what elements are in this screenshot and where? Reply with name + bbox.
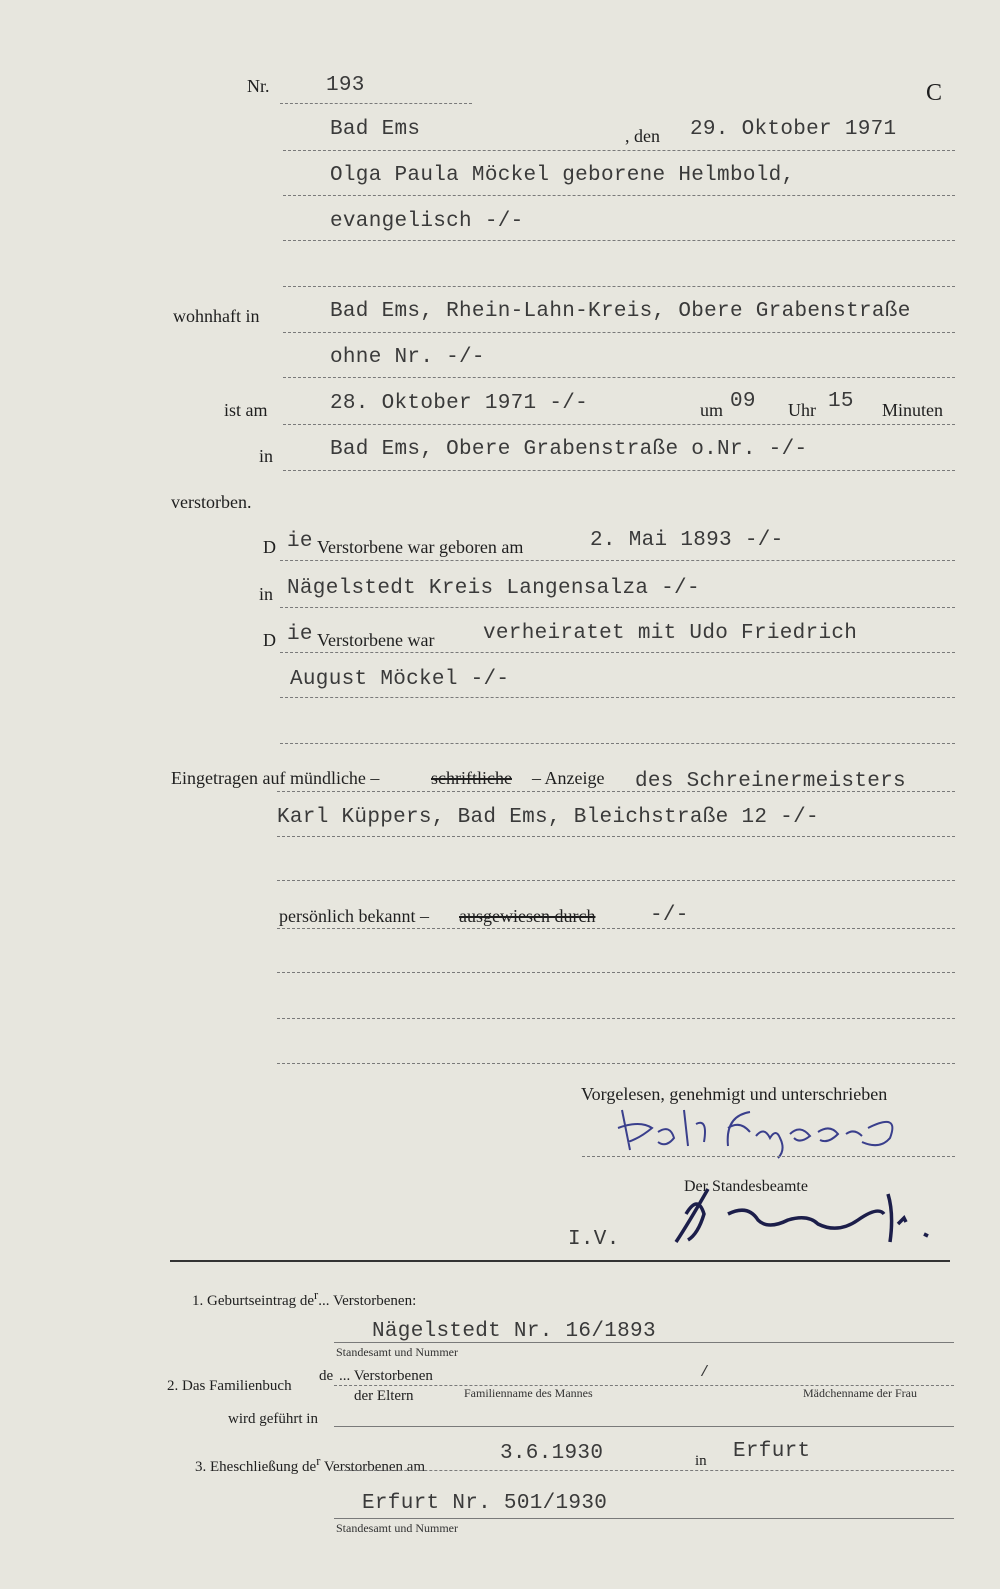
footer-item-2-label: 2. Das Familienbuch (167, 1378, 292, 1394)
line-11 (280, 652, 955, 653)
residence-label: wohnhaft in (173, 306, 260, 326)
minuten-label: Minuten (882, 400, 943, 420)
nr-underline (280, 103, 472, 104)
line-14 (277, 791, 955, 792)
footer-item-2-caption-frau: Mädchenname der Frau (803, 1386, 917, 1400)
line-21 (582, 1156, 955, 1157)
um-label: um (700, 400, 724, 420)
death-minutes: 15 (828, 390, 854, 413)
identity-struck: ausgewiesen durch (459, 906, 596, 926)
marital-line-1: verheiratet mit Udo Friedrich (483, 622, 858, 645)
line-22 (334, 1342, 954, 1343)
birth-d-prefix: D (263, 537, 276, 557)
footer-item-3-suffix: Verstorbenen am (320, 1459, 426, 1475)
line-20 (277, 1063, 955, 1064)
line-16 (277, 880, 955, 881)
marital-line-2: August Möckel -/- (290, 668, 510, 691)
residence-line-2: ohne Nr. -/- (330, 346, 485, 369)
footer-item-1-sup: r (314, 1288, 319, 1302)
birth-registry-entry: Nägelstedt Nr. 16/1893 (372, 1320, 656, 1343)
registry-date: 29. Oktober 1971 (690, 118, 897, 141)
death-in-label: in (259, 446, 274, 466)
uhr-label: Uhr (788, 400, 816, 420)
marriage-date: 3.6.1930 (500, 1442, 604, 1465)
marriage-place: Erfurt (733, 1440, 811, 1463)
line-9 (280, 560, 955, 561)
footer-item-1-label (192, 1288, 416, 1310)
birth-place: Nägelstedt Kreis Langensalza -/- (287, 577, 700, 600)
registry-place: Bad Ems (330, 118, 421, 141)
footer-item-3-caption: Standesamt und Nummer (336, 1521, 458, 1535)
iv-label: I.V. (568, 1228, 620, 1251)
line-6 (283, 377, 955, 378)
official-signature (668, 1184, 938, 1254)
footer-item-1-caption: Standesamt und Nummer (336, 1345, 458, 1359)
ist-am-label: ist am (224, 400, 268, 420)
informant-line-2: Karl Küppers, Bad Ems, Bleichstraße 12 -/- (277, 806, 819, 829)
footer-item-2-slash: / (700, 1364, 710, 1381)
informant-line-1: des Schreinermeisters (635, 770, 906, 793)
line-10 (280, 607, 955, 608)
line-2 (283, 195, 955, 196)
footer-rule (170, 1260, 950, 1262)
nr-label: Nr. (247, 76, 270, 96)
footer-item-2-caption-mann: Familienname des Mannes (464, 1386, 593, 1400)
footer-item-3-label (195, 1454, 425, 1476)
line-12 (280, 697, 955, 698)
deceased-name: Olga Paula Möckel geborene Helmbold, (330, 164, 795, 187)
footer-item-2-de: de (319, 1368, 334, 1384)
register-letter: C (926, 80, 943, 106)
line-24 (334, 1426, 954, 1427)
marital-ie: ie (287, 623, 313, 646)
line-3 (283, 240, 955, 241)
birth-ie: ie (287, 530, 313, 553)
identity-label: persönlich bekannt – (279, 906, 429, 926)
marriage-registry-entry: Erfurt Nr. 501/1930 (362, 1492, 608, 1515)
line-8 (283, 470, 955, 471)
identity-suffix: -/- (650, 904, 689, 927)
line-17 (277, 928, 955, 929)
birth-in-label: in (259, 584, 274, 604)
footer-item-1-label-text: 1. Geburtseintrag de (192, 1293, 315, 1309)
birth-date: 2. Mai 1893 -/- (590, 529, 784, 552)
closing-text: Vorgelesen, genehmigt und unterschrieben (581, 1084, 888, 1104)
line-18 (277, 972, 955, 973)
death-place: Bad Ems, Obere Grabenstraße o.Nr. -/- (330, 438, 808, 461)
registration-label-a: Eingetragen auf mündliche – (171, 768, 380, 788)
line-4 (283, 286, 955, 287)
footer-item-1-suffix: ... Verstorbenen: (318, 1293, 417, 1309)
informant-signature (600, 1098, 920, 1160)
marital-d-prefix: D (263, 630, 276, 650)
death-date: 28. Oktober 1971 -/- (330, 392, 589, 415)
footer-item-3-label-text: 3. Eheschließung de (195, 1459, 317, 1475)
birth-label: Verstorbene war geboren am (317, 537, 524, 557)
registration-label-b: – Anzeige (532, 768, 605, 788)
footer-item-2-wird: wird geführt in (228, 1411, 318, 1427)
residence-line-1: Bad Ems, Rhein-Lahn-Kreis, Obere Grabenstraße (330, 300, 911, 323)
den-label: , den (625, 126, 660, 146)
line-19 (277, 1018, 955, 1019)
record-number: 193 (326, 74, 365, 97)
line-26 (334, 1518, 954, 1519)
verstorben-label: verstorben. (171, 492, 252, 512)
line-5 (283, 332, 955, 333)
footer-item-3-in: in (695, 1453, 707, 1469)
footer-item-2-eltern: der Eltern (354, 1388, 414, 1404)
religion: evangelisch -/- (330, 210, 524, 233)
footer-item-3-sup: r (316, 1454, 321, 1468)
line-7 (283, 424, 955, 425)
line-15 (277, 836, 955, 837)
line-25 (334, 1470, 954, 1471)
registration-struck: schriftliche (431, 768, 512, 788)
official-label: Der Standesbeamte (684, 1178, 808, 1195)
footer-item-2-verstorbenen: ... Verstorbenen (339, 1368, 433, 1384)
death-hour: 09 (730, 390, 756, 413)
line-1 (283, 150, 955, 151)
marital-label: Verstorbene war (317, 630, 435, 650)
line-13 (280, 743, 955, 744)
